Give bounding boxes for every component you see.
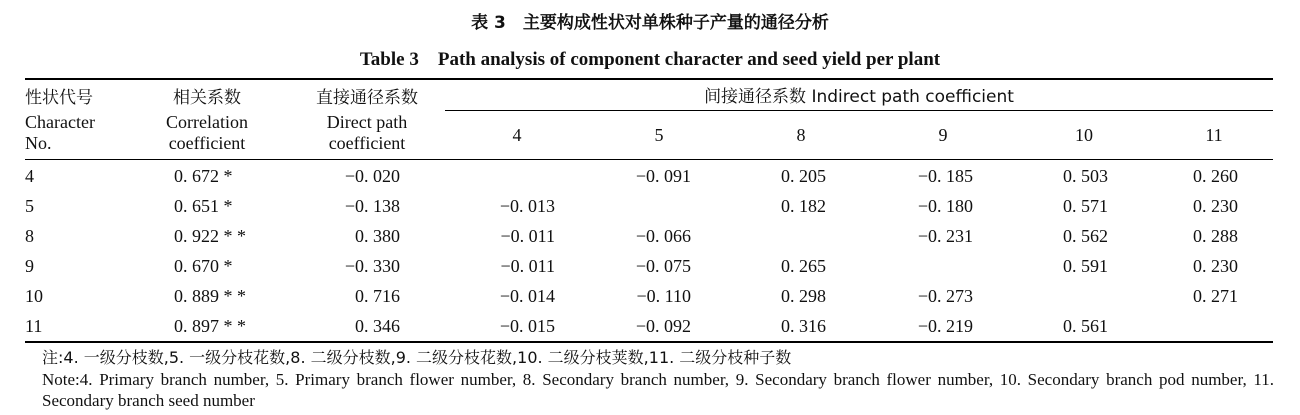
cell-indirect: −0. 014 xyxy=(499,286,555,306)
cell-indirect: −0. 011 xyxy=(500,226,555,246)
header-rule xyxy=(25,159,1273,160)
table-row xyxy=(0,316,1300,346)
cell-correlation: 0. 889 * * xyxy=(174,286,246,306)
header-direct-en-2: coefficient xyxy=(328,133,406,153)
cell-indirect: 0. 271 xyxy=(1193,286,1238,306)
cell-direct: 0. 380 xyxy=(355,226,400,246)
header-indirect-col: 9 xyxy=(938,125,948,145)
header-correlation-en-1: Correlation xyxy=(166,112,248,132)
cell-indirect: −0. 110 xyxy=(636,286,691,306)
cell-character: 9 xyxy=(25,256,34,276)
header-indirect-col: 8 xyxy=(796,125,806,145)
header-indirect-col: 5 xyxy=(654,125,664,145)
cell-indirect: −0. 273 xyxy=(917,286,973,306)
cell-indirect: −0. 092 xyxy=(635,316,691,336)
indirect-header-rule xyxy=(445,110,1273,111)
cell-indirect: 0. 571 xyxy=(1063,196,1108,216)
cell-indirect: −0. 015 xyxy=(499,316,555,336)
cell-character: 10 xyxy=(25,286,43,306)
cell-indirect: −0. 091 xyxy=(635,166,691,186)
table-title-cn: 表 3 主要构成性状对单株种子产量的通径分析 xyxy=(471,13,829,33)
header-indirect-label: 间接通径系数 Indirect path coefficient xyxy=(704,87,1014,107)
table-row xyxy=(0,286,1300,316)
cell-indirect: 0. 288 xyxy=(1193,226,1238,246)
header-character-en-1: Character xyxy=(25,112,95,132)
table-row xyxy=(0,166,1300,196)
cell-character: 11 xyxy=(25,316,43,336)
header-correlation-en-2: coefficient xyxy=(168,133,246,153)
cell-indirect: 0. 316 xyxy=(781,316,826,336)
cell-direct: 0. 346 xyxy=(355,316,400,336)
cell-indirect: 0. 230 xyxy=(1193,256,1238,276)
cell-indirect: 0. 205 xyxy=(781,166,826,186)
cell-indirect: 0. 562 xyxy=(1063,226,1108,246)
cell-character: 8 xyxy=(25,226,34,246)
header-direct-cn: 直接通径系数 xyxy=(316,88,418,108)
cell-correlation: 0. 897 * * xyxy=(174,316,246,336)
cell-direct: 0. 716 xyxy=(355,286,400,306)
header-character-cn: 性状代号 xyxy=(25,88,93,108)
cell-character: 5 xyxy=(25,196,34,216)
cell-indirect: 0. 260 xyxy=(1193,166,1238,186)
cell-correlation: 0. 651 * xyxy=(174,196,233,216)
top-rule xyxy=(25,78,1273,80)
table-row xyxy=(0,256,1300,286)
cell-correlation: 0. 922 * * xyxy=(174,226,246,246)
table-note-cn: 注:4. 一级分枝数,5. 一级分枝花数,8. 二级分枝数,9. 二级分枝花数,10. 二级分枝荚数,11. 二级分枝种子数 xyxy=(42,348,792,367)
cell-indirect: 0. 503 xyxy=(1063,166,1108,186)
cell-indirect: 0. 182 xyxy=(781,196,826,216)
cell-correlation: 0. 670 * xyxy=(174,256,233,276)
cell-indirect: −0. 231 xyxy=(917,226,973,246)
cell-indirect: 0. 591 xyxy=(1063,256,1108,276)
header-indirect-col: 4 xyxy=(512,125,522,145)
header-indirect-col: 10 xyxy=(1075,125,1093,145)
cell-correlation: 0. 672 * xyxy=(174,166,233,186)
header-correlation-cn: 相关系数 xyxy=(173,88,241,108)
header-indirect xyxy=(704,86,1014,108)
cell-indirect: −0. 185 xyxy=(917,166,973,186)
cell-indirect: −0. 075 xyxy=(635,256,691,276)
cell-indirect: 0. 265 xyxy=(781,256,826,276)
table-note-en: Note:4. Primary branch number, 5. Primary branch flower number, 8. Secondary branch number, 9. Secondary branch flower number, 10. Secondary branch pod number, 11. Secondary branch seed number xyxy=(42,370,1274,410)
header-character-en-2: No. xyxy=(25,133,52,153)
cell-indirect: −0. 066 xyxy=(635,226,691,246)
cell-indirect: 0. 298 xyxy=(781,286,826,306)
cell-indirect: 0. 561 xyxy=(1063,316,1108,336)
header-direct-en-1: Direct path xyxy=(326,112,408,132)
table-row xyxy=(0,196,1300,226)
cell-direct: −0. 138 xyxy=(344,196,400,216)
cell-indirect: −0. 011 xyxy=(500,256,555,276)
header-indirect-col: 11 xyxy=(1205,125,1223,145)
cell-direct: −0. 020 xyxy=(344,166,400,186)
cell-indirect: −0. 013 xyxy=(499,196,555,216)
cell-indirect: 0. 230 xyxy=(1193,196,1238,216)
cell-direct: −0. 330 xyxy=(344,256,400,276)
cell-indirect: −0. 180 xyxy=(917,196,973,216)
cell-character: 4 xyxy=(25,166,34,186)
table-title-en: Table 3 Path analysis of component character and seed yield per plant xyxy=(359,49,941,70)
cell-indirect: −0. 219 xyxy=(917,316,973,336)
table-row xyxy=(0,226,1300,256)
